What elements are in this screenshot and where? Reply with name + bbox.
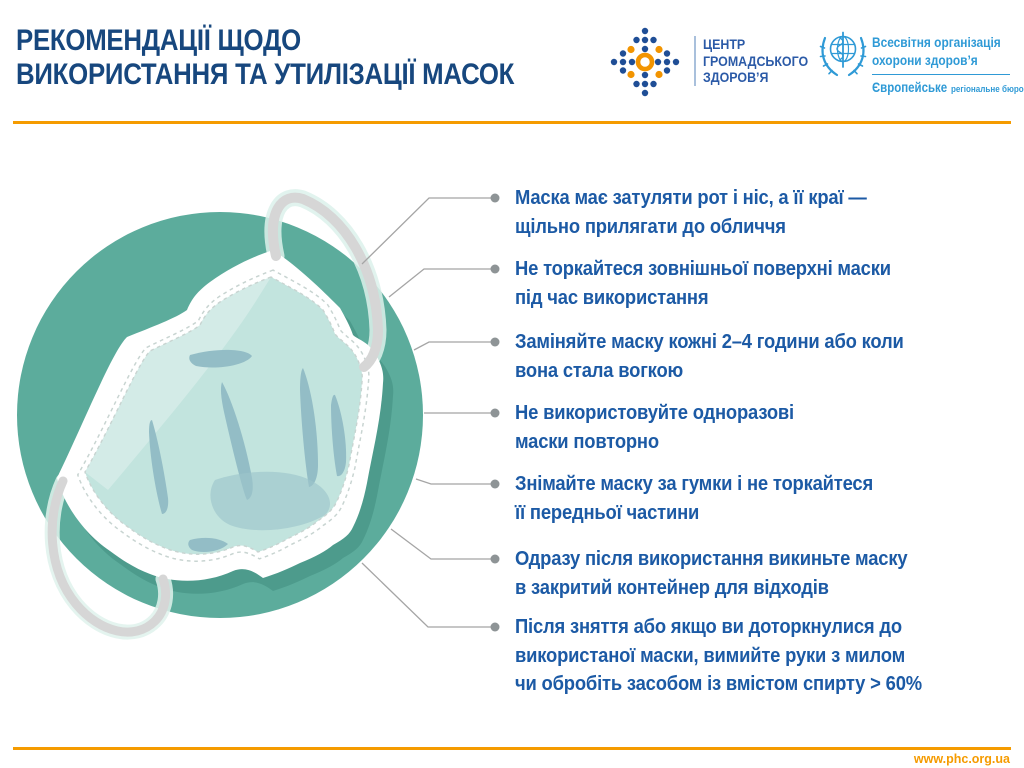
rec-item-6: Одразу після використання викиньте маску в закритий контейнер для відходів [515,548,908,599]
page-title-line2: ВИКОРИСТАННЯ ТА УТИЛІЗАЦІЇ МАСОК [16,58,515,91]
who-regional-office: Європейське регіональне бюро [872,80,1024,95]
rec-item-2: Не торкайтеся зовнішньої поверхні маски під час використання [515,258,891,309]
rec-item-5: Знімайте маску за гумки і не торкайтеся її передньої частини [515,473,874,524]
rec-item-1: Маска має затуляти рот і ніс, а її краї — щільно прилягати до обличчя [515,187,867,238]
rec-item-7: Після зняття або якщо ви доторкнулися до використаної маски, вимийте руки з милом чи обробіть засобом із вмістом спирту > 60% [515,616,922,695]
rec-item-4: Не використовуйте одноразові маски повторно [515,402,794,453]
bullet-dots [491,194,500,632]
site-url: www.phc.org.ua [913,752,1010,766]
footer-rule [13,747,1011,750]
rec-item-3: Заміняйте маску кожні 2–4 години або коли вона стала вогкою [515,331,904,382]
who-logo-name: Всесвітня організація охорони здоров’я [872,34,1001,68]
page-title-line1: РЕКОМЕНДАЦІЇ ЩОДО [16,24,301,57]
phc-logo-name: ЦЕНТР ГРОМАДСЬКОГО ЗДОРОВ’Я [703,37,809,85]
